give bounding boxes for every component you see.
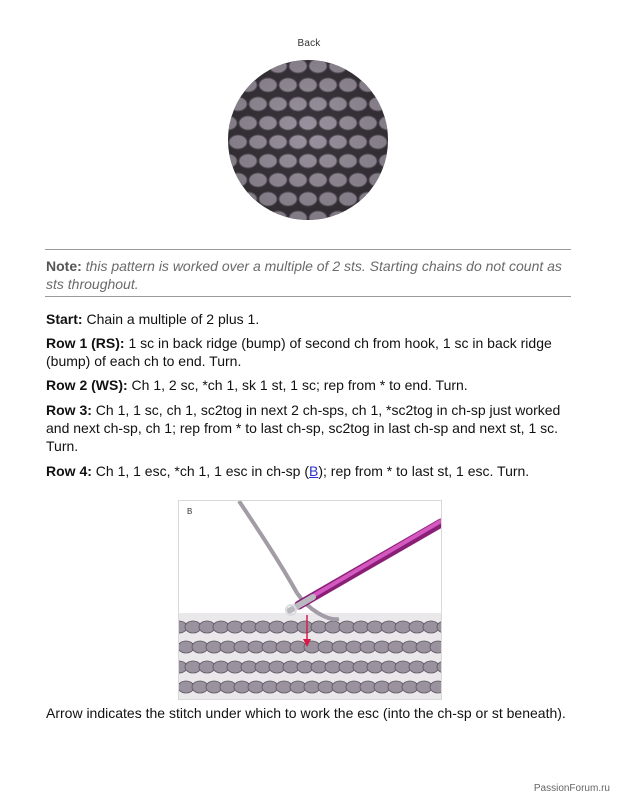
stitch-bump <box>369 211 387 220</box>
note-label: Note: <box>46 258 82 274</box>
stitch-bump <box>249 60 267 73</box>
note-bottom-rule <box>45 296 571 297</box>
stitch-bump <box>349 60 367 73</box>
row-text-after: ); rep from * to last st, 1 esc. Turn. <box>318 463 530 479</box>
note-top-rule <box>45 249 571 250</box>
row-text: Chain a multiple of 2 plus 1. <box>86 311 260 327</box>
stitch-bump <box>229 60 247 73</box>
figure-caption-back: Back <box>297 38 321 49</box>
stitch-bump <box>379 78 388 92</box>
row-text: Ch 1, 1 sc, ch 1, sc2tog in next 2 ch-sps, ch 1, *sc2tog in ch-sp just worked and next ch-sp, ch 1; rep from * to last ch-sp, sc2tog in last ch-sp and next st, 1 sc. Turn. <box>46 402 561 454</box>
row-1 <box>46 334 574 370</box>
stitch-bump <box>229 211 247 220</box>
row-2 <box>46 376 574 394</box>
swatch-back-image <box>228 60 388 220</box>
stitch-bump <box>349 211 367 220</box>
pattern-note <box>46 257 566 293</box>
stitch-bump <box>228 192 237 206</box>
crochet-photo-illustration <box>179 501 441 699</box>
row-start <box>46 310 574 328</box>
row-label: Row 4: <box>46 463 92 479</box>
figure-b-caption: Arrow indicates the stitch under which to work the esc (into the ch-sp or st beneath). <box>46 705 566 721</box>
row-label: Row 1 (RS): <box>46 335 125 351</box>
working-yarn <box>239 501 297 593</box>
figure-b-link[interactable]: B <box>309 463 319 479</box>
row-text: 1 sc in back ridge (bump) of second ch from hook, 1 sc in back ridge (bump) of each ch to end. Turn. <box>46 335 552 369</box>
row-3 <box>46 401 574 455</box>
stitch-bump <box>379 192 388 206</box>
note-text: this pattern is worked over a multiple of 2 sts. Starting chains do not count as sts throughout. <box>46 258 562 292</box>
figure-b-photo <box>178 500 442 700</box>
row-4 <box>46 462 574 480</box>
figure-b-label: B <box>187 507 193 516</box>
row-label: Row 2 (WS): <box>46 377 128 393</box>
row-label: Row 3: <box>46 402 92 418</box>
stitch-bump <box>228 78 237 92</box>
stitch-bump <box>369 60 387 73</box>
watermark: PassionForum.ru <box>533 783 610 794</box>
row-text-before: Ch 1, 1 esc, *ch 1, 1 esc in ch-sp ( <box>95 463 309 479</box>
crochet-hook-highlight <box>301 521 441 603</box>
row-label: Start: <box>46 311 83 327</box>
row-text: Ch 1, 2 sc, *ch 1, sk 1 st, 1 sc; rep from * to end. Turn. <box>131 377 468 393</box>
stitch-bump <box>249 211 267 220</box>
